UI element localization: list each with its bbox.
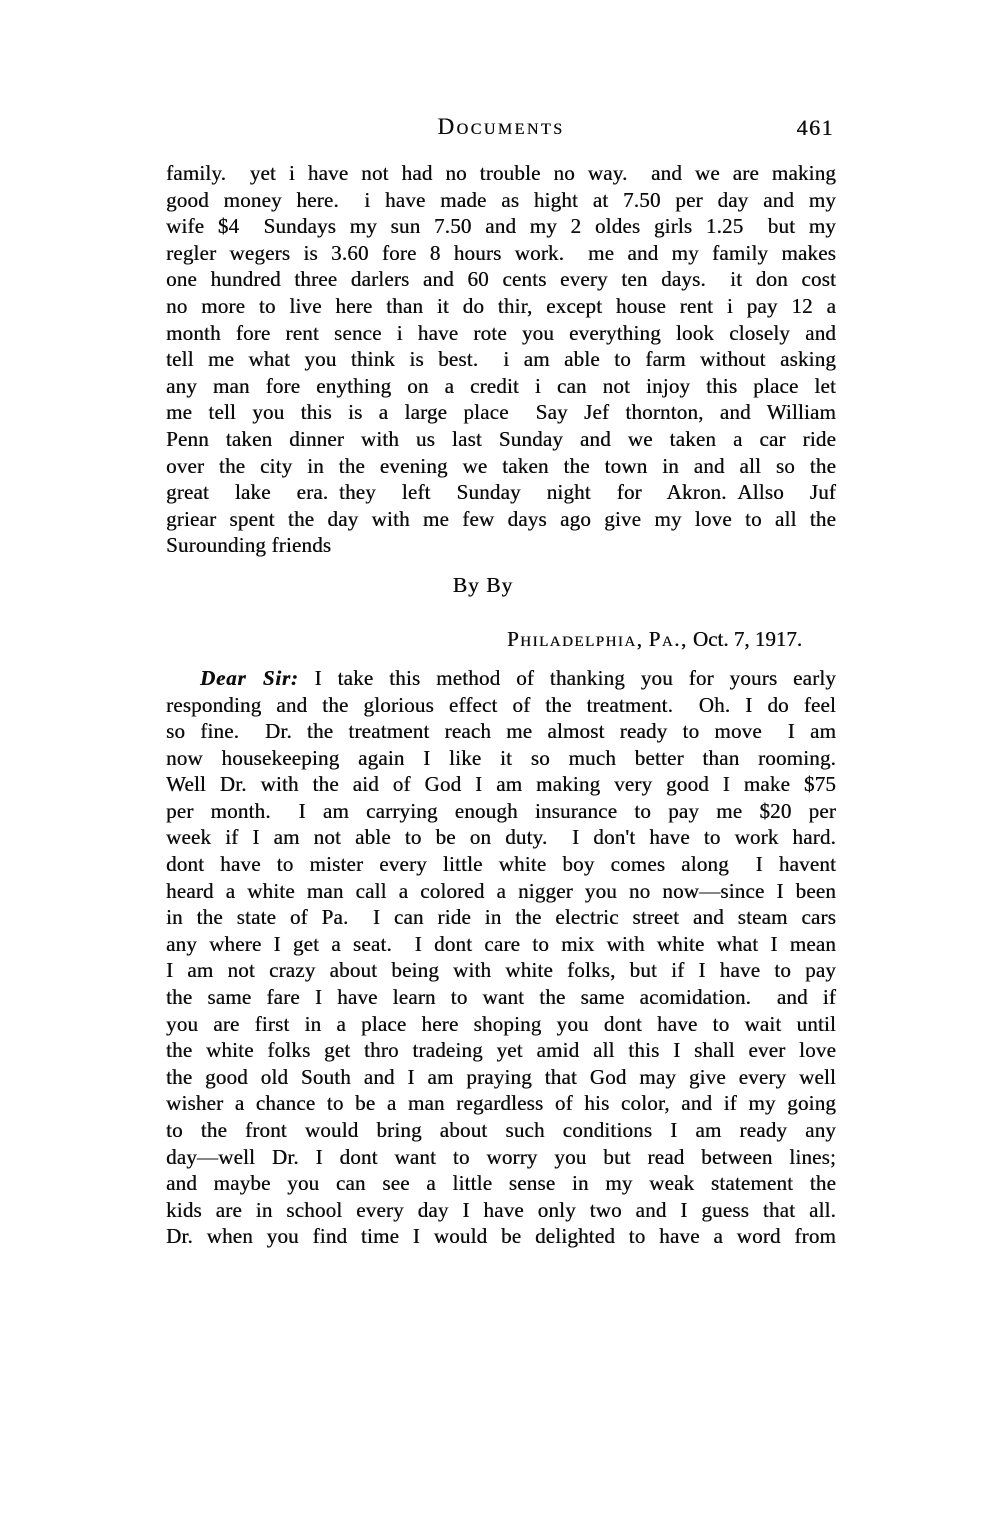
letter-line: so fine. Dr. the treatment reach me almost ready to move I am [166,719,836,744]
page-header [166,114,836,142]
letter-line: any where I get a seat. I dont care to mix with white what I mean [166,931,836,956]
letter1-body [166,160,836,559]
dateline-state: Pa., [648,626,688,651]
letter-line: wisher a chance to be a man regardless of his color, and if my going [166,1091,836,1116]
letter2-body [166,665,836,1250]
letter-line: great lake era. they left Sunday night for Akron. Allso Juf [166,480,836,505]
letter-line: now housekeeping again I like it so much better than rooming. [166,745,836,770]
letter1-signoff: By By [452,572,514,597]
letter-line: in the state of Pa. I can ride in the electric street and steam cars [166,905,836,930]
letter-line: kids are in school every day I have only two and I guess that all. [166,1197,836,1222]
letter-line: no more to live here than it do thir, except house rent i pay 12 a [166,293,836,318]
letter-line: regler wegers is 3.60 fore 8 hours work. me and my family makes [166,240,836,265]
dateline-date: Oct. 7, 1917. [692,626,802,651]
letter-line: griear spent the day with me few days ago give my love to all the [166,506,836,531]
letter-line: per month. I am carrying enough insurance to pay me $20 per [166,798,836,823]
letter-line: family. yet i have not had no trouble no way. and we are making [166,161,836,185]
letter-line: me tell you this is a large place Say Jef thornton, and William [166,400,836,425]
letter-line: good money here. i have made as hight at 7.50 per day and my [166,187,836,212]
letter-line: dont have to mister every little white boy comes along I havent [166,852,836,877]
dateline-city: Philadelphia, [506,626,644,651]
letter-line: heard a white man call a colored a nigger you no now—since I been [166,878,836,903]
letter-line: Penn taken dinner with us last Sunday and we taken a car ride [166,426,836,451]
running-header-title: Documents [437,114,565,139]
letter-line: Surounding friends [166,533,332,558]
letter-line: Well Dr. with the aid of God I am making very good I make $75 [166,772,836,797]
letter-line: the white folks get thro tradeing yet amid all this I shall ever love [166,1038,836,1063]
letter-line: and maybe you can see a little sense in my weak statement the [166,1171,836,1196]
page-content [166,114,836,1250]
letter-line [166,665,836,692]
letter-line: responding and the glorious effect of the treatment. Oh. I do feel [166,692,836,717]
letter2-dateline [166,626,836,653]
letter-line: wife $4 Sundays my sun 7.50 and my 2 oldes girls 1.25 but my [166,214,836,239]
letter-line: week if I am not able to be on duty. I don't have to work hard. [166,825,836,850]
letter-line: day—well Dr. I dont want to worry you but read between lines; [166,1144,836,1169]
letter-line: one hundred three darlers and 60 cents every ten days. it don cost [166,267,836,292]
letter-line: you are first in a place here shoping you dont have to wait until [166,1011,836,1036]
letter-line: to the front would bring about such conditions I am ready any [166,1118,836,1142]
letter-line: month fore rent sence i have rote you everything look closely and [166,320,836,345]
letter-line: any man fore enything on a credit i can not injoy this place let [166,373,836,398]
letter-line-text: I take this method of thanking you for yours early [314,665,837,690]
letter-line: Dr. when you find time I would be delighted to have a word from [166,1224,836,1249]
letter-line: the same fare I have learn to want the same acomidation. and if [166,985,836,1010]
page-number: 461 [796,115,834,140]
letter2-salutation: Dear Sir: [200,665,299,690]
letter-line: tell me what you think is best. i am able to farm without asking [166,347,836,372]
letter-line: the good old South and I am praying that God may give every well [166,1064,836,1089]
letter-line: I am not crazy about being with white folks, but if I have to pay [166,958,836,983]
letter-line: over the city in the evening we taken the town in and all so the [166,453,836,478]
